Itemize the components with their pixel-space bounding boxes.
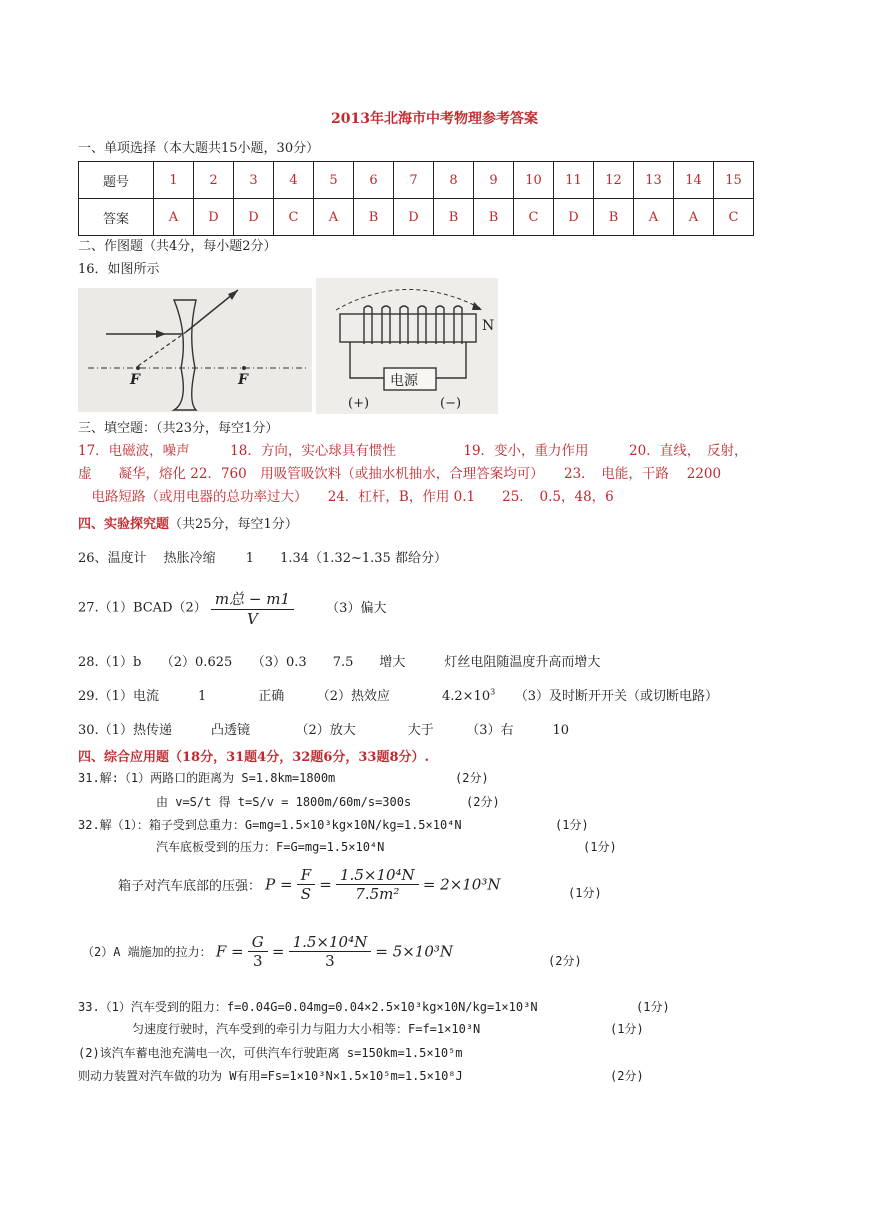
- q32-pressure-score: (1分): [568, 886, 602, 900]
- solenoid-diagram: [316, 278, 498, 414]
- answer-cell: C: [714, 199, 754, 236]
- table-row-numbers: [79, 162, 754, 199]
- force-weight-value: 1.5×10⁴N: [289, 933, 372, 952]
- answer-cell: C: [514, 199, 554, 236]
- density-denominator: V: [247, 610, 258, 628]
- row-label-answer: 答案: [79, 199, 154, 236]
- section2-heading: 二、作图题（共4分，每小题2分）: [78, 239, 277, 254]
- q33-line-a: 33.（1）汽车受到的阻力：f=0.04G=0.04mg=0.04×2.5×10³kg×10N/kg=1×10³N: [78, 1000, 538, 1014]
- fill-blank-line-3: 电路短路（或用电器的总功率过大） 24．杠杆，B，作用 0.1 25． 0.5，48，6: [78, 489, 614, 505]
- question-number-cell: 1: [154, 162, 194, 199]
- question-number-cell: 2: [194, 162, 234, 199]
- question-number-cell: 11: [554, 162, 594, 199]
- q32-force-label: （2）A 端施加的拉力：: [82, 945, 212, 959]
- question-28: 28.（1）b （2）0.625 （3）0.3 7.5 增大 灯丝电阻随温度升高而增大: [78, 655, 601, 670]
- answer-cell: D: [194, 199, 234, 236]
- fill-blank-line-1: 17．电磁波，噪声 18．方向，实心球具有惯性 19．变小，重力作用 20．直线， 反射，: [78, 443, 748, 459]
- answer-cell: A: [634, 199, 674, 236]
- question-29: [78, 685, 718, 704]
- q32-line-a: 32.解（1）：箱子受到总重力：G=mg=1.5×10³kg×10N/kg=1.5×10⁴N: [78, 818, 462, 832]
- section5-heading: 四、综合应用题（18分，31题4分，32题6分，33题8分）.: [78, 750, 430, 765]
- question-27-prefix: 27.（1）BCAD（2）: [78, 600, 207, 616]
- pressure-f: F: [297, 866, 315, 885]
- solenoid-n-pole: N: [482, 318, 495, 334]
- q31-line-b: 由 v=S/t 得 t=S/v = 1800m/60m/s=300s: [156, 795, 412, 809]
- answer-cell: A: [154, 199, 194, 236]
- q32-force-equation: （2）A 端施加的拉力： F = $\frac{G}{3}$ = $\frac{\text{1.5×10⁴N}}{3}$ = 5×10³N: [82, 933, 454, 970]
- q33-line-a-score: (1分): [636, 1000, 670, 1014]
- question-number-cell: 8: [434, 162, 474, 199]
- question-16: 16．如图所示: [78, 262, 160, 277]
- solenoid-svg: [316, 278, 498, 414]
- q33-line-b: 匀速度行驶时，汽车受到的牵引力与阻力大小相等：F=f=1×10³N: [132, 1022, 481, 1036]
- force-fraction-g3: [248, 933, 268, 970]
- question-29-prefix: 29.（1）电流 1 正确 （2）热效应 4.2×10: [78, 689, 491, 704]
- q33-line-c: (2)该汽车蓄电池充满电一次，可供汽车行驶距离 s=150km=1.5×10⁵m: [78, 1046, 463, 1060]
- density-fraction: [211, 588, 294, 628]
- q31-line-a: 31.解:（1）两路口的距离为 S=1.8km=1800m: [78, 771, 336, 785]
- question-number-cell: 10: [514, 162, 554, 199]
- positive-terminal: (+): [348, 396, 370, 411]
- lens-ray-svg: [78, 288, 312, 412]
- question-number-cell: 6: [354, 162, 394, 199]
- focal-point-left: F: [130, 372, 140, 388]
- pressure-lhs: P =: [265, 875, 293, 894]
- q32-pressure-equation: 箱子对汽车底部的压强： P = $\frac{F}{S}$ = $\frac{\text{1.5×10⁴N}}{\text{7.5m²}}$ = 2×10³N: [118, 866, 501, 903]
- negative-terminal: (−): [440, 396, 462, 411]
- q32-pressure-label: 箱子对汽车底部的压强：: [118, 879, 262, 894]
- section4-heading-rest: （共25分，每空1分）: [169, 517, 298, 532]
- density-numerator: m总 − m1: [211, 588, 294, 610]
- question-29-suffix: （3）及时断开开关（或切断电路）: [495, 689, 718, 704]
- answer-cell: B: [594, 199, 634, 236]
- q33-line-d-score: (2分): [610, 1069, 644, 1083]
- question-number-cell: 7: [394, 162, 434, 199]
- answer-cell: D: [554, 199, 594, 236]
- section4-heading-main: 四、实验探究题: [78, 517, 170, 532]
- focal-point-right: F: [238, 372, 248, 388]
- answer-cell: D: [234, 199, 274, 236]
- section1-heading: 一、单项选择（本大题共15小题，30分）: [78, 141, 320, 156]
- question-number-cell: 3: [234, 162, 274, 199]
- answer-cell: C: [274, 199, 314, 236]
- question-number-cell: 13: [634, 162, 674, 199]
- q33-line-d: 则动力装置对汽车做的功为 W有用=Fs=1×10³N×1.5×10⁵m=1.5×10⁸J: [78, 1069, 463, 1083]
- q31-line-a-score: (2分): [455, 771, 489, 785]
- pressure-area-value: 7.5m²: [355, 885, 400, 903]
- force-g: G: [248, 933, 268, 952]
- answer-cell: A: [674, 199, 714, 236]
- fill-blank-line-2: 虚 凝华，熔化 22．760 用吸管吸饮料（或抽水机抽水，合理答案均可） 23． 电能，干路 2200: [78, 466, 722, 482]
- q33-line-b-score: (1分): [610, 1022, 644, 1036]
- force-result: = 5×10³N: [375, 942, 454, 961]
- question-number-cell: 12: [594, 162, 634, 199]
- question-number-cell: 5: [314, 162, 354, 199]
- pressure-fraction-values: [336, 866, 419, 903]
- lens-diagram: [78, 288, 312, 412]
- question-29-exponent: 3: [490, 687, 496, 697]
- q31-line-b-score: (2分): [466, 795, 500, 809]
- question-30: 30.（1）热传递 凸透镜 （2）放大 大于 （3）右 10: [78, 723, 570, 738]
- pressure-fraction-fs: [297, 866, 315, 903]
- row-label-number: 题号: [79, 162, 154, 199]
- power-source-label: 电源: [390, 373, 418, 389]
- question-number-cell: 14: [674, 162, 714, 199]
- force-divisor-value: 3: [325, 952, 335, 970]
- answer-cell: B: [354, 199, 394, 236]
- page-title: 2013年北海市中考物理参考答案: [331, 111, 538, 127]
- force-lhs: F =: [215, 942, 244, 961]
- q32-force-score: (2分): [548, 954, 582, 968]
- pressure-result: = 2×10³N: [422, 875, 501, 894]
- force-divisor: 3: [252, 952, 263, 970]
- table-row-answers: [79, 199, 754, 236]
- question-26: 26、温度计 热胀冷缩 1 1.34（1.32~1.35 都给分）: [78, 551, 447, 566]
- question-number-cell: 15: [714, 162, 754, 199]
- question-27-suffix: （3）偏大: [326, 600, 387, 616]
- q32-line-b-score: (1分): [583, 840, 617, 854]
- pressure-s: S: [300, 885, 312, 903]
- q32-line-a-score: (1分): [555, 818, 589, 832]
- answer-cell: D: [394, 199, 434, 236]
- answer-table: [78, 161, 754, 236]
- question-number-cell: 9: [474, 162, 514, 199]
- q32-line-b: 汽车底板受到的压力：F=G=mg=1.5×10⁴N: [156, 840, 385, 854]
- answer-cell: B: [434, 199, 474, 236]
- answer-cell: B: [474, 199, 514, 236]
- pressure-force-value: 1.5×10⁴N: [336, 866, 419, 885]
- section3-heading: 三、填空题：（共23分，每空1分）: [78, 421, 279, 436]
- question-number-cell: 4: [274, 162, 314, 199]
- force-fraction-values: [289, 933, 372, 970]
- question-27: [78, 588, 386, 628]
- section4-heading: [78, 513, 298, 532]
- answer-cell: A: [314, 199, 354, 236]
